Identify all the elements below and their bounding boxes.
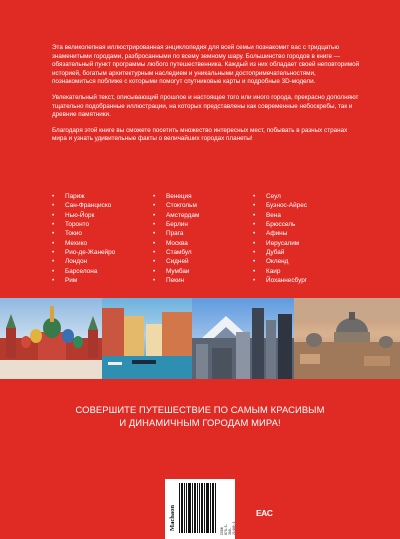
city-item: • Рио-де-Жанейро <box>52 248 153 257</box>
intro-paragraph-3: Благодаря этой книге вы сможете посетить множество интересных мест, побывать в разных странах мира и узнать удивительные факты о величайших городах планеты! <box>52 126 348 143</box>
city-item: • Берлин <box>153 220 253 229</box>
city-item: • Москва <box>153 239 253 248</box>
city-item: • Токио <box>52 229 153 238</box>
city-item: • Иерусалим <box>253 239 359 248</box>
photo-strip <box>0 298 400 379</box>
isbn-text: ISBN 978-5-389-21440-3 <box>220 521 236 535</box>
rome-dome-photo <box>294 298 400 379</box>
city-item: • Прага <box>153 229 253 238</box>
city-item: • Йоханнесбург <box>253 276 359 285</box>
city-item: • Афины <box>253 229 359 238</box>
slogan-line-2: И ДИНАМИЧНЫМ ГОРОДАМ МИРА! <box>119 416 281 428</box>
city-item: • Буэнос-Айрес <box>253 201 359 210</box>
city-column-1 <box>52 192 153 285</box>
city-item: • Каир <box>253 267 359 276</box>
city-item: • Рим <box>52 276 153 285</box>
intro-paragraph-2: Увлекательный текст, описывающий прошлое и настоящее того или иного города, прекрасно дополняют тщательно подобранные иллюстрации, на которых представлены как современные небоскребы, так и древние памятники. <box>52 93 359 119</box>
intro-paragraph-1: Эта великолепная иллюстрированная энциклопедия для всей семьи познакомит вас с тридцатью знаменитыми городами, разбросанными по всему земному шару. Большинство городов в книге — обязательный пункт программы любого путешественника. Каждый из них обладает своей неповторимой историей, богатым архитектурным наследием и уникальными достопримечательностями, познакомиться поближе с которыми помогут спутниковые карты и подробные 3D-модели. <box>52 44 360 86</box>
barcode-area <box>165 479 235 539</box>
venice-canal-photo <box>102 298 192 379</box>
moscow-kremlin-photo <box>0 298 102 379</box>
intro-text <box>52 44 360 151</box>
eac-mark: EAC <box>256 508 273 518</box>
city-column-2 <box>153 192 253 285</box>
city-item: • Венеция <box>153 192 253 201</box>
city-item: • Дубай <box>253 248 359 257</box>
city-list <box>52 192 362 285</box>
city-item: • Париж <box>52 192 153 201</box>
city-item: • Сеул <box>253 192 359 201</box>
city-item: • Вена <box>253 211 359 220</box>
publisher-logo: Machaon <box>169 505 176 531</box>
city-item: • Барселона <box>52 267 153 276</box>
city-item: • Брюссель <box>253 220 359 229</box>
city-item: • Лондон <box>52 257 153 266</box>
city-item: • Сан-Франциско <box>52 201 153 210</box>
city-column-3 <box>253 192 359 285</box>
city-item: • Нью-Йорк <box>52 211 153 220</box>
tokyo-skyline-photo <box>192 298 294 379</box>
city-item: • Торонто <box>52 220 153 229</box>
city-item: • Мехико <box>52 239 153 248</box>
city-item: • Амстердам <box>153 211 253 220</box>
city-item: • Сидней <box>153 257 253 266</box>
city-item: • Пекин <box>153 276 253 285</box>
slogan-line-1: СОВЕРШИТЕ ПУТЕШЕСТВИЕ ПО САМЫМ КРАСИВЫМ <box>75 404 325 415</box>
city-item: • Стокгольм <box>153 201 253 210</box>
city-item: • Стамбул <box>153 248 253 257</box>
city-item: • Мумбаи <box>153 267 253 276</box>
slogan <box>20 404 380 429</box>
city-item: • Окленд <box>253 257 359 266</box>
